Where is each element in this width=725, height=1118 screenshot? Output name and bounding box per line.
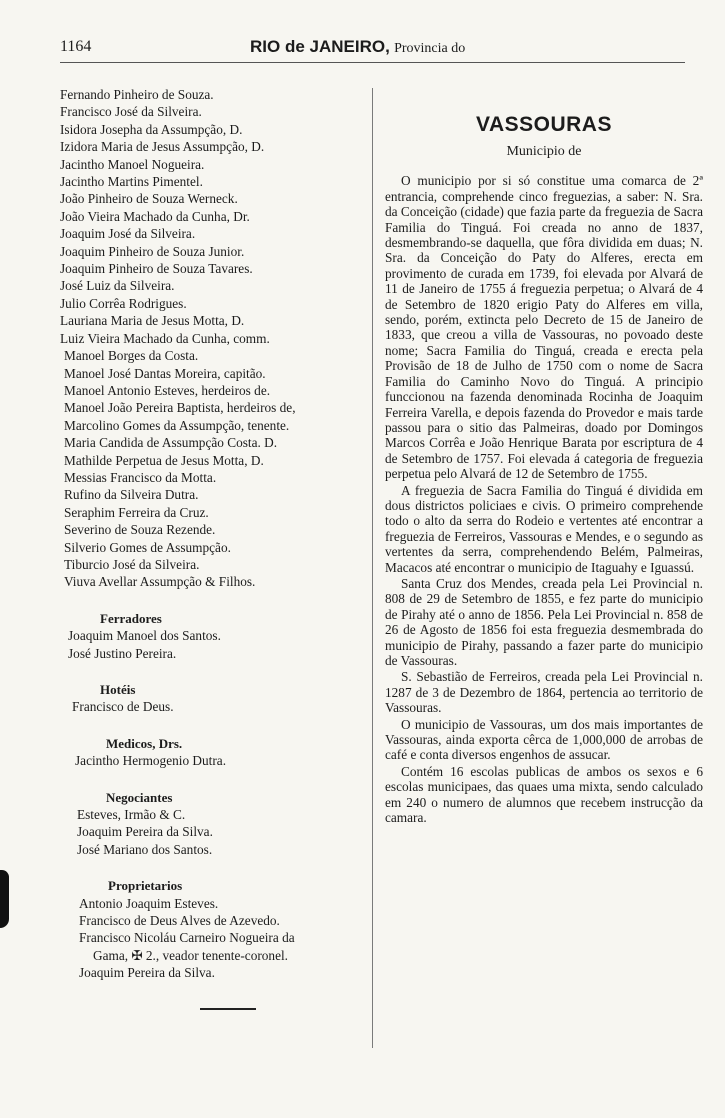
list-item: Francisco José da Silveira. xyxy=(60,104,202,120)
list-item: Francisco de Deus. xyxy=(72,699,174,715)
list-item: Joaquim Pinheiro de Souza Junior. xyxy=(60,243,245,259)
paragraph: A freguezia de Sacra Familia do Tinguá é dividida em dous districtos policiaes e civis. O primeiro comprehende todo o alto da serra do Rodeio e vertentes até encontrar a freguezia de Ferreiros, Vassouras e Mendes, e o segundo as vertentes da serra, comprehendendo Belém, Palmeiras, Macacos até encontrar o municipio de Itaguahy e Iguassú. xyxy=(385,482,703,575)
list-item: Maria Candida de Assumpção Costa. D. xyxy=(64,435,278,451)
ferradores-list xyxy=(60,627,380,662)
right-column xyxy=(385,112,703,825)
list-item: Jacintho Martins Pimentel. xyxy=(60,174,203,190)
list-item: Francisco de Deus Alves de Azevedo. xyxy=(79,913,280,929)
section-heading-hoteis: Hotéis xyxy=(100,682,136,697)
list-item: Manoel Antonio Esteves, herdeiros de. xyxy=(64,382,271,398)
section-heading-proprietarios: Proprietarios xyxy=(108,878,183,894)
name-list xyxy=(60,86,380,591)
list-item: Esteves, Irmão & C. xyxy=(77,807,186,823)
list-item: João Pinheiro de Souza Werneck. xyxy=(60,191,238,207)
list-item: Manoel Borges da Costa. xyxy=(64,348,199,364)
list-item: Manoel João Pereira Baptista, herdeiros de, xyxy=(64,400,296,416)
paragraph: O municipio de Vassouras, um dos mais importantes de Vassouras, ainda exporta cêrca de 1,000,000 de arrobas de café e conta diversos engenhos de assucar. xyxy=(385,716,703,763)
list-item: Antonio Joaquim Esteves. xyxy=(79,895,219,911)
list-item: Izidora Maria de Jesus Assumpção, D. xyxy=(60,139,265,155)
list-item: Jacintho Hermogenio Dutra. xyxy=(75,753,227,769)
running-title-rest: Provincia do xyxy=(394,41,466,56)
list-item: Joaquim Pinheiro de Souza Tavares. xyxy=(60,261,253,277)
medicos-list xyxy=(60,752,380,769)
list-item: Manoel José Dantas Moreira, capitão. xyxy=(64,365,266,381)
list-item: Mathilde Perpetua de Jesus Motta, D. xyxy=(64,452,264,468)
header-rule xyxy=(60,62,685,63)
list-item: Joaquim Pereira da Silva. xyxy=(79,965,215,981)
list-item: João Vieira Machado da Cunha, Dr. xyxy=(60,208,250,224)
list-item: Gama, ✠ 2., veador tenente-coronel. xyxy=(93,947,288,963)
list-item: José Mariano dos Santos. xyxy=(77,841,213,857)
list-item: Jacintho Manoel Nogueira. xyxy=(60,156,205,172)
paragraph: Contém 16 escolas publicas de ambos os sexos e 6 escolas municipaes, das quaes uma mixta, sendo calculado em 240 o numero de alumnos que recebem instrucção da camara. xyxy=(385,763,703,826)
page-header xyxy=(60,38,685,64)
scan-edge-mark xyxy=(0,870,9,928)
list-item: Francisco Nicoláu Carneiro Nogueira da xyxy=(79,930,295,946)
negociantes-list xyxy=(60,806,380,858)
list-item: Silverio Gomes de Assumpção. xyxy=(64,539,231,555)
page-number: 1164 xyxy=(60,38,92,55)
list-item: Seraphim Ferreira da Cruz. xyxy=(64,504,209,520)
left-column xyxy=(60,86,380,1010)
list-item: José Luiz da Silveira. xyxy=(60,278,175,294)
end-rule xyxy=(200,1008,256,1010)
list-item: Messias Francisco da Motta. xyxy=(64,469,217,485)
list-item: José Justino Pereira. xyxy=(68,645,177,661)
list-item: Joaquim Manoel dos Santos. xyxy=(68,628,221,644)
section-heading-negociantes: Negociantes xyxy=(106,789,173,805)
list-item: Viuva Avellar Assumpção & Filhos. xyxy=(64,574,256,590)
list-item: Rufino da Silveira Dutra. xyxy=(64,487,199,503)
list-item: Joaquim José da Silveira. xyxy=(60,226,196,242)
list-item: Isidora Josepha da Assumpção, D. xyxy=(60,121,243,137)
paragraph: S. Sebastião de Ferreiros, creada pela Lei Provincial n. 1287 de 3 de Dezembro de 1864, pertencia ao territorio de Vassouras. xyxy=(385,669,703,716)
paragraph: Santa Cruz dos Mendes, creada pela Lei Provincial n. 808 de 29 de Setembro de 1855, e fez parte do municipio de Pirahy até o anno de 1856. Pela Lei Provincial n. 858 de 26 de Agosto de 1856 foi esta freguezia desmembrada do municipio de Pirahy, passando a fazer parte do municipio de Vassouras. xyxy=(385,575,703,668)
proprietarios-list xyxy=(60,895,380,982)
list-item: Luiz Vieira Machado da Cunha, comm. xyxy=(60,330,270,346)
section-heading-medicos: Medicos, Drs. xyxy=(106,735,183,751)
municipality-subtitle: Municipio de xyxy=(506,144,582,159)
column-divider xyxy=(372,88,373,1048)
list-item: Tiburcio José da Silveira. xyxy=(64,556,200,572)
list-item: Severino de Souza Rezende. xyxy=(64,522,216,538)
list-item: Fernando Pinheiro de Souza. xyxy=(60,87,214,102)
list-item: Lauriana Maria de Jesus Motta, D. xyxy=(60,313,245,329)
list-item: Julio Corrêa Rodrigues. xyxy=(60,295,187,311)
paragraph: O municipio por si só constitue uma comarca de 2ª entrancia, comprehende cinco freguezias, a saber: N. Sra. da Conceição (cidade) que fazia parte da freguezia de Sacra Familia do Tinguá. Foi creada no anno de 1837, desmembrando-se daquella, que fôra dividida em duas; N. Sra. da Conceição do Paty do Alferes, erecta em provimento de curada em 1739, foi elevada por Alvará de 11 de Janeiro de 1755 á freguezia perpetua; o Alvará de 4 de Setembro de 1820 erigio Paty do Alferes em villa, sendo, porém, extincta pelo Decreto de 15 de Janeiro de 1833, que creou a villa de Vassouras, no povoado deste nome; Sacra Familia do Tinguá, creada e erecta pela Provisão de 18 de Julho de 1750 com o nome de Sacra Familia do Caminho Novo do Tinguá. A principio funccionou na fazenda denominada Rocinha de Joaquim Ferreira Varella, e depois fazenda do Provedor e mais tarde passou para o sitio das Palmeiras, doado por Domingos Marcos Corrêa e João Henrique Barata por escriptura de 4 de Setembro de 1757. Foi elevada á categoria de freguezia perpetua pelo Alvará de 12 de Setembro de 1755. xyxy=(385,173,703,482)
section-heading-ferradores: Ferradores xyxy=(100,610,162,626)
list-item: Marcolino Gomes da Assumpção, tenente. xyxy=(64,417,290,433)
running-title xyxy=(250,37,465,57)
hoteis-list xyxy=(60,698,380,715)
running-title-bold: RIO de JANEIRO, xyxy=(250,37,390,56)
list-item: Joaquim Pereira da Silva. xyxy=(77,824,213,840)
municipality-title: VASSOURAS xyxy=(476,113,612,136)
